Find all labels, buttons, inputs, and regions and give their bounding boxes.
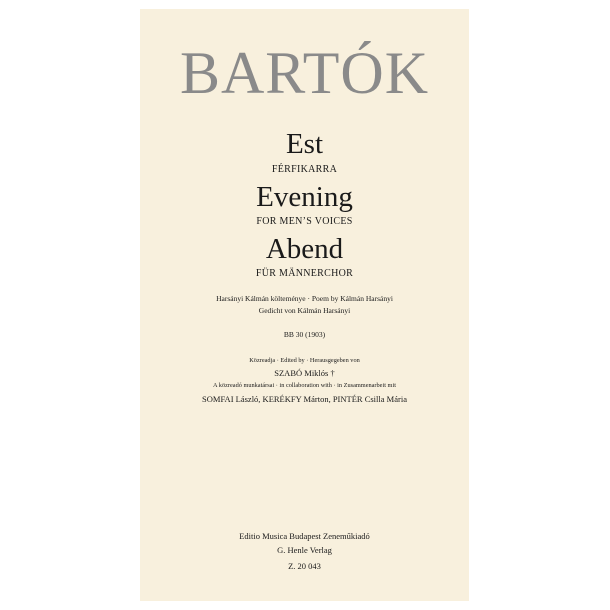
title-hungarian: Est: [285, 128, 324, 160]
poem-credit: Harsányi Kálmán költeménye · Poem by Kálmán Harsányi: [216, 294, 393, 303]
subtitle-english: FOR MEN’S VOICES: [256, 216, 353, 227]
title-english: Evening: [256, 181, 353, 213]
subtitle-hungarian: FÉRFIKARRA: [271, 164, 338, 175]
editor-name: SZABÓ Miklós †: [274, 368, 335, 378]
score-cover: [140, 9, 469, 601]
title-german: Abend: [265, 233, 344, 265]
publisher-henle: G. Henle Verlag: [277, 545, 332, 555]
collaborators-names: SOMFAI László, KERÉKFY Márton, PINTÉR Csilla Mária: [202, 394, 407, 404]
collaboration-label: A közreadó munkatársai · in collaboration with · in Zusammenarbeit mit: [213, 382, 396, 389]
composer-name: BARTÓK: [179, 40, 430, 106]
edited-by-label: Közreadja · Edited by · Herausgegeben von: [249, 357, 360, 364]
publisher-emb: Editio Musica Budapest Zeneműkiadó: [239, 531, 370, 541]
catalogue-number: BB 30 (1903): [283, 330, 326, 339]
edition-number: Z. 20 043: [288, 561, 321, 571]
subtitle-german: FÜR MÄNNERCHOR: [255, 268, 354, 279]
poem-credit-german: Gedicht von Kálmán Harsányi: [258, 306, 351, 315]
